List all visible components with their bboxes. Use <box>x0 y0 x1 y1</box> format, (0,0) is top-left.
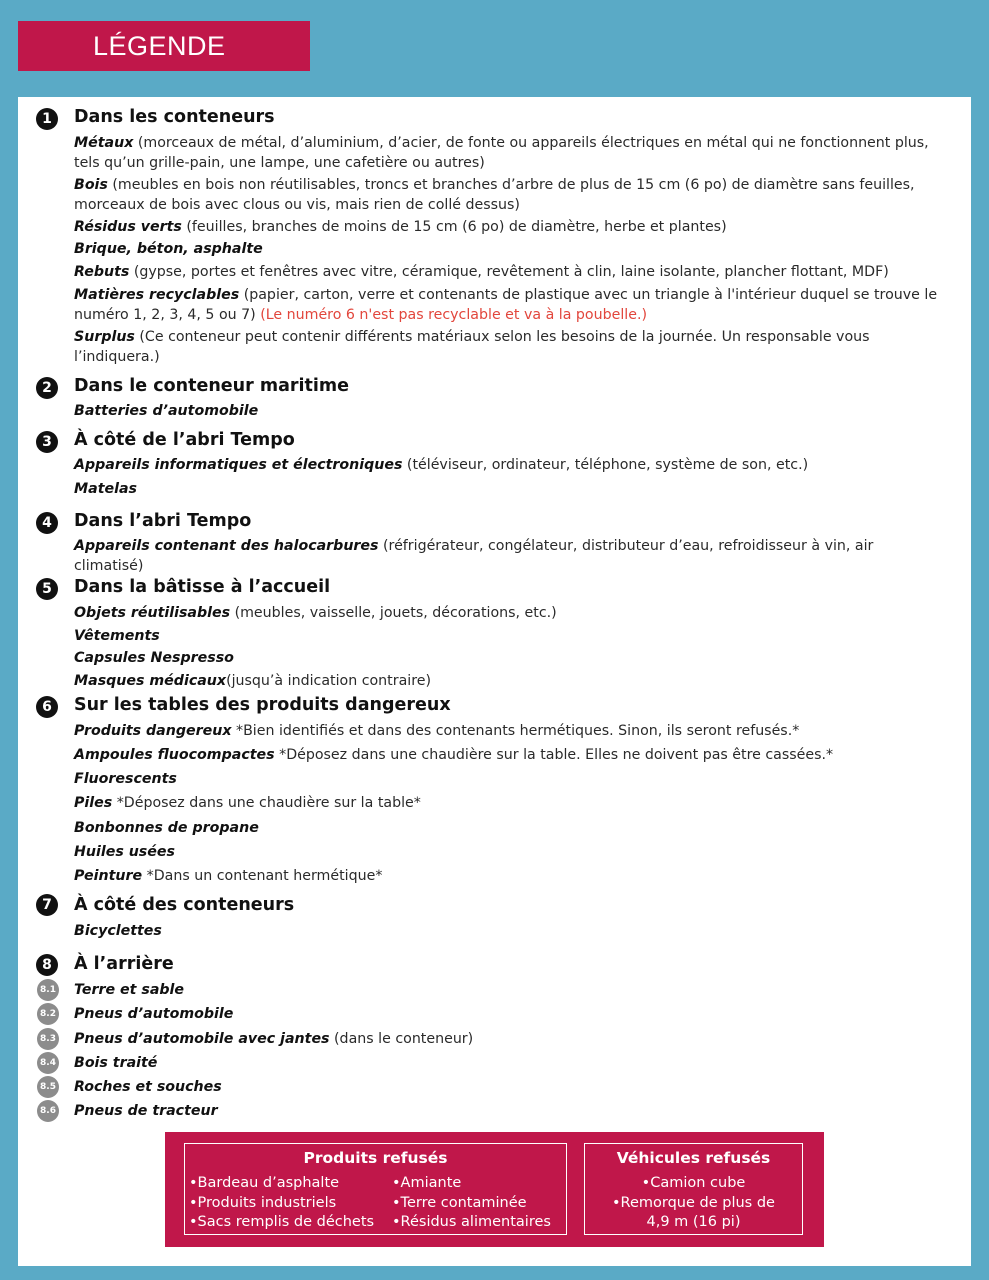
list-item: Peinture *Dans un contenant hermétique* <box>74 868 383 884</box>
list-item: •Amiante <box>392 1175 462 1191</box>
list-item: Vêtements <box>74 628 160 644</box>
list-item: Objets réutilisables (meubles, vaisselle, jouets, décorations, etc.) <box>74 605 557 621</box>
section-title: Dans la bâtisse à l’accueil <box>74 577 331 597</box>
list-item: Métaux (morceaux de métal, d’aluminium, d’acier, de fonte ou appareils électriques en métal qui ne fonctionnent plus, tels qu’un grille-pain, une lampe, une cafetière ou autres) <box>74 135 929 171</box>
list-item: Terre et sable <box>74 982 185 998</box>
list-item: Appareils contenant des halocarbures (réfrigérateur, congélateur, distributeur d’eau, refroidisseur à vin, air climatisé) <box>74 538 874 574</box>
list-item: Capsules Nespresso <box>74 650 234 666</box>
list-item: •Camion cube <box>641 1175 746 1191</box>
list-item: Piles *Déposez dans une chaudière sur la table* <box>74 795 421 811</box>
list-item: Huiles usées <box>74 844 175 860</box>
refused-products-col1 <box>189 1174 374 1233</box>
list-item: Appareils informatiques et électroniques (téléviseur, ordinateur, téléphone, système de son, etc.) <box>74 457 809 473</box>
section-title: À côté de l’abri Tempo <box>74 430 295 450</box>
page-title: LÉGENDE <box>18 21 310 71</box>
refused-products-box <box>184 1143 567 1235</box>
list-item: Pneus d’automobile <box>74 1006 234 1022</box>
list-item: Roches et souches <box>74 1079 222 1095</box>
list-item: Bicyclettes <box>74 923 162 939</box>
list-item: •Remorque de plus de <box>612 1194 775 1211</box>
section-number-badge: 7 <box>36 894 58 916</box>
list-item: Résidus verts (feuilles, branches de moins de 15 cm (6 po) de diamètre, herbe et plantes) <box>74 219 727 235</box>
list-item: Brique, béton, asphalte <box>74 241 263 257</box>
list-item: Pneus d’automobile avec jantes (dans le conteneur) <box>74 1031 474 1047</box>
list-item: Surplus (Ce conteneur peut contenir différents matériaux selon les besoins de la journée. Un responsable vous l’indiquera.) <box>74 329 870 365</box>
section-number-badge: 8 <box>36 954 58 976</box>
list-item: •Produits industriels <box>189 1194 337 1211</box>
list-item: •Bardeau d’asphalte <box>189 1175 340 1191</box>
section-number-badge: 6 <box>36 696 58 718</box>
sub-number-badge: 8.1 <box>37 979 59 1001</box>
section-number-badge: 3 <box>36 431 58 453</box>
list-item: Bois (meubles en bois non réutilisables, troncs et branches d’arbre de plus de 15 cm (6 po) de diamètre sans feuilles, morceaux de bois avec clous ou vis, mais rien de collé dessus) <box>74 177 915 213</box>
list-item: Bois traité <box>74 1055 158 1071</box>
section-title: Dans l’abri Tempo <box>74 511 252 531</box>
section-number-badge: 4 <box>36 512 58 534</box>
list-item: Rebuts (gypse, portes et fenêtres avec vitre, céramique, revêtement à clin, laine isolante, plancher flottant, MDF) <box>74 264 889 280</box>
list-item: Produits dangereux *Bien identifiés et dans des contenants hermétiques. Sinon, ils seront refusés.* <box>74 723 800 739</box>
section-title: Sur les tables des produits dangereux <box>74 695 451 715</box>
list-item: Matières recyclables (papier, carton, verre et contenants de plastique avec un triangle à l'intérieur duquel se trouve le numéro 1, 2, 3, 4, 5 ou 7) (Le numéro 6 n'est pas recyclable et va à la poubelle.) <box>74 287 938 323</box>
sub-number-badge: 8.3 <box>37 1028 59 1050</box>
section-number-badge: 5 <box>36 578 58 600</box>
sub-number-badge: 8.5 <box>37 1076 59 1098</box>
list-item: Bonbonnes de propane <box>74 820 259 836</box>
refused-vehicles-title: Véhicules refusés <box>616 1149 771 1167</box>
refused-products-col2 <box>392 1174 551 1233</box>
list-item: Batteries d’automobile <box>74 403 259 419</box>
section-title: À côté des conteneurs <box>74 895 295 915</box>
refused-vehicles-box <box>584 1143 803 1235</box>
list-item: 4,9 m (16 pi) <box>646 1214 741 1230</box>
list-item: •Résidus alimentaires <box>392 1214 551 1230</box>
list-item: Fluorescents <box>74 771 177 787</box>
section-title: À l’arrière <box>74 954 174 974</box>
refused-banner <box>165 1132 824 1247</box>
section-title: Dans les conteneurs <box>74 107 275 127</box>
list-item: •Sacs remplis de déchets <box>189 1214 375 1230</box>
section-number-badge: 2 <box>36 377 58 399</box>
section-number-badge: 1 <box>36 108 58 130</box>
sub-number-badge: 8.2 <box>37 1003 59 1025</box>
list-item: •Terre contaminée <box>392 1194 527 1211</box>
list-item: Ampoules fluocompactes *Déposez dans une chaudière sur la table. Elles ne doivent pas être cassées.* <box>74 747 834 763</box>
refused-products-title: Produits refusés <box>303 1149 448 1167</box>
list-item: Pneus de tracteur <box>74 1103 218 1119</box>
sub-number-badge: 8.6 <box>37 1100 59 1122</box>
legend-panel <box>18 97 971 1266</box>
refused-vehicles-list <box>585 1174 802 1233</box>
list-item: Matelas <box>74 481 137 497</box>
section-title: Dans le conteneur maritime <box>74 376 350 396</box>
sub-number-badge: 8.4 <box>37 1052 59 1074</box>
list-item: Masques médicaux(jusqu’à indication contraire) <box>74 673 431 689</box>
